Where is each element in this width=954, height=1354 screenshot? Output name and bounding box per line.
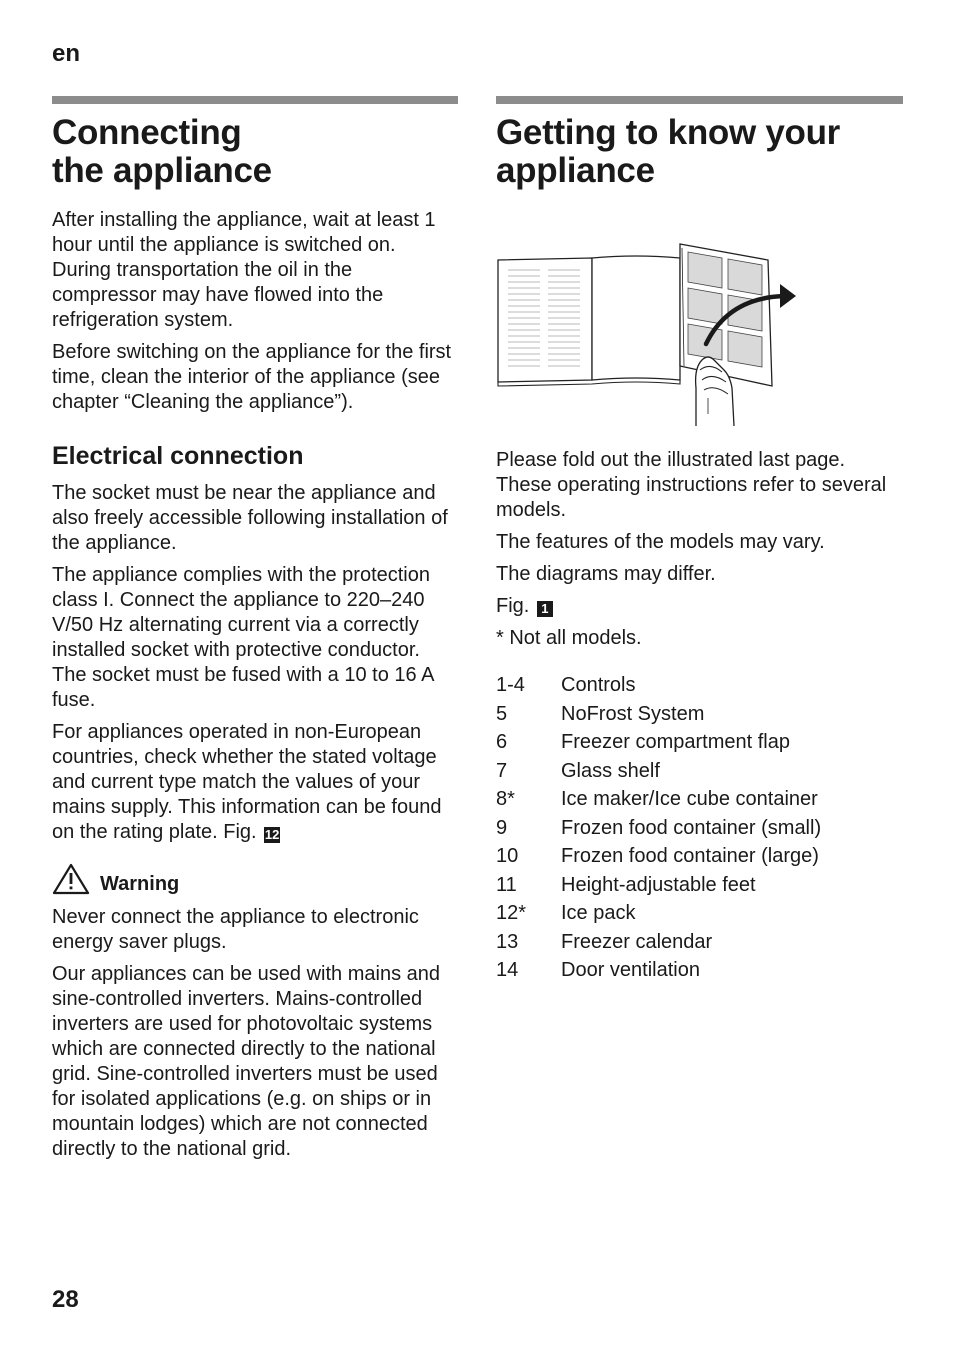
legend-item-label: Ice maker/Ice cube container <box>561 788 818 810</box>
language-code: en <box>52 40 81 67</box>
legend-item-number: 1-4 <box>496 674 525 696</box>
figure-label: Fig. <box>496 595 530 617</box>
legend-item-label: Freezer calendar <box>561 930 713 953</box>
legend-item-label: Freezer compartment flap <box>561 731 790 753</box>
legend-item-label: Glass shelf <box>561 759 660 782</box>
left-column <box>52 96 458 1169</box>
subsection-heading-electrical: Electrical connection <box>52 442 304 470</box>
legend-item-number: 6 <box>496 731 508 753</box>
section-rule <box>496 96 903 104</box>
legend-item <box>496 928 903 957</box>
legend-item-number: 9 <box>496 816 508 839</box>
legend-item <box>496 814 903 843</box>
section-rule <box>52 96 458 104</box>
warning-label: Warning <box>100 873 180 895</box>
legend-item-number: 14 <box>496 959 519 981</box>
legend-item <box>496 899 903 928</box>
warning-triangle-icon <box>52 863 90 895</box>
section-title-connecting <box>52 114 458 190</box>
electrical-paragraph-1: The socket must be near the appliance and also freely accessible following installation of the appliance. <box>52 482 448 554</box>
legend-item-number: 10 <box>496 845 519 867</box>
warning-paragraph-1: Never connect the appliance to electronic energy saver plugs. <box>52 906 419 953</box>
legend-item-number: 13 <box>496 930 519 953</box>
warning-heading <box>52 863 458 895</box>
legend-item <box>496 700 903 729</box>
legend-item-label: Controls <box>561 674 636 696</box>
legend-item-number: 5 <box>496 702 508 725</box>
title-line-2: appliance <box>496 151 655 190</box>
diagrams-paragraph: The diagrams may differ. <box>496 563 716 585</box>
electrical-paragraph-2: The appliance complies with the protection class I. Connect the appliance to 220–240 V/50 Hz alternating current via a correctly installed socket with protective conductor. The socket must be fused with a 10 to 16 A fuse. <box>52 564 434 711</box>
electrical-paragraph-3-text: For appliances operated in non-European countries, check whether the stated voltage and current type match the values of your mains supply. This information can be found on the rating plate. Fig. <box>52 721 442 843</box>
electrical-paragraph-3 <box>52 720 458 845</box>
intro-paragraph-1: After installing the appliance, wait at least 1 hour until the appliance is switched on. During transportation the oil in the compressor may have flowed into the refrigeration system. <box>52 209 436 331</box>
component-legend <box>496 671 903 985</box>
legend-item-number: 7 <box>496 759 508 782</box>
legend-item <box>496 842 903 871</box>
title-line-1: Getting to know your <box>496 113 840 152</box>
legend-item-number: 8* <box>496 788 515 810</box>
figure-reference <box>496 594 903 619</box>
intro-paragraph-2: Before switching on the appliance for the first time, clean the interior of the appliance (see chapter “Cleaning the appliance”). <box>52 341 452 413</box>
title-line-1: Connecting <box>52 113 242 152</box>
legend-item-label: Height-adjustable feet <box>561 873 756 896</box>
legend-item-label: Ice pack <box>561 902 636 924</box>
legend-item-label: Door ventilation <box>561 959 700 981</box>
figure-reference-box: 12 <box>264 827 280 842</box>
legend-item <box>496 671 903 700</box>
legend-item-label: Frozen food container (large) <box>561 845 819 867</box>
legend-item <box>496 757 903 786</box>
title-line-2: the appliance <box>52 151 272 190</box>
legend-item-label: NoFrost System <box>561 702 705 725</box>
figure-number-box: 1 <box>537 601 553 617</box>
legend-item-number: 12* <box>496 902 527 924</box>
legend-item <box>496 871 903 900</box>
fold-out-paragraph: Please fold out the illustrated last page. These operating instructions refer to several models. <box>496 449 887 521</box>
legend-item-number: 11 <box>496 873 517 896</box>
warning-paragraph-2: Our appliances can be used with mains and sine-controlled inverters. Mains-controlled inverters are used for photovoltaic systems which are connected directly to the national grid. Sine-controlled inverters must be used for isolated applications (e.g. on ships or in mountain lodges) which are not connected directly to the national grid. <box>52 963 441 1160</box>
page-number: 28 <box>52 1286 79 1313</box>
features-paragraph: The features of the models may vary. <box>496 531 825 553</box>
legend-item <box>496 728 903 757</box>
legend-item <box>496 785 903 814</box>
right-column <box>496 96 903 985</box>
section-title-getting-to-know <box>496 114 903 190</box>
models-note: * Not all models. <box>496 627 642 649</box>
legend-item <box>496 956 903 985</box>
legend-item-label: Frozen food container (small) <box>561 816 822 839</box>
fold-out-page-illustration <box>496 238 801 428</box>
